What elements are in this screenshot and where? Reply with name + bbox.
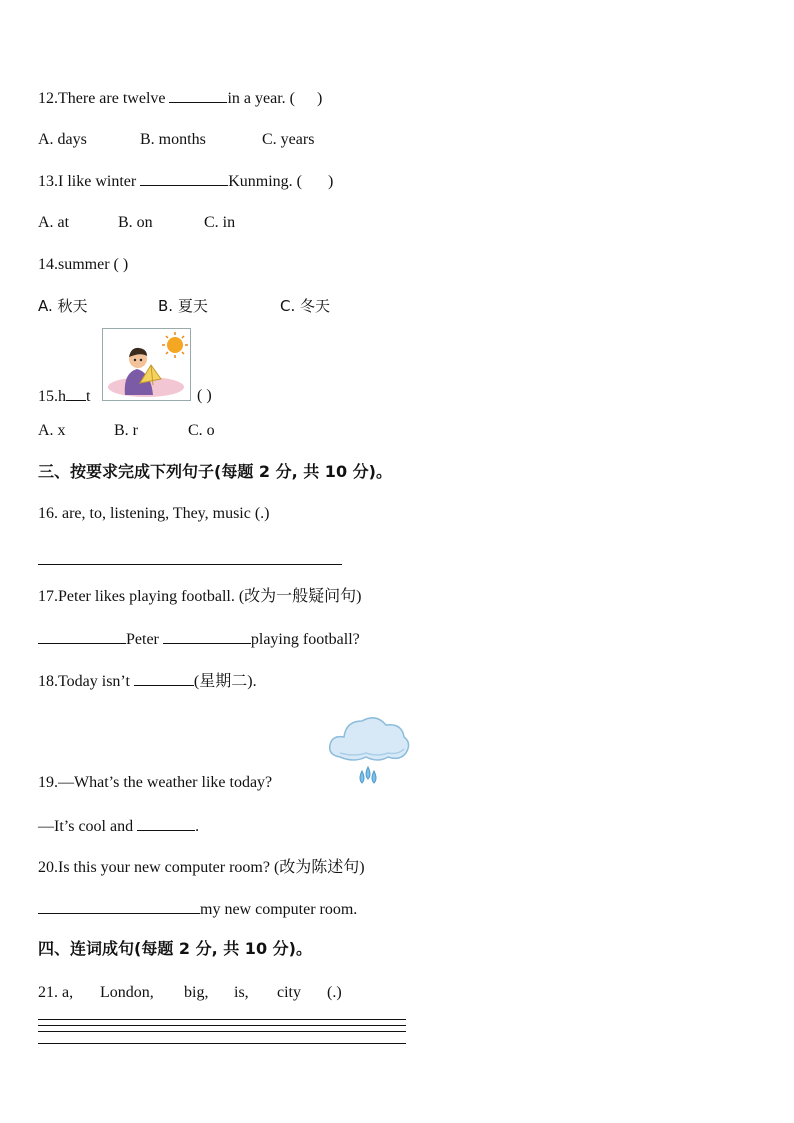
question-12-text-c: ) [317, 90, 323, 107]
question-16: 16. are, to, listening, They, music (.) [38, 505, 270, 522]
word: London, [100, 984, 154, 1001]
question-12-blank[interactable] [169, 88, 227, 103]
question-21-writing-line-1[interactable] [38, 1019, 406, 1020]
question-12-options [38, 130, 314, 150]
word: (.) [327, 984, 342, 1001]
question-14-text: 14.summer ( ) [38, 256, 129, 273]
question-12 [38, 88, 322, 109]
word: city [277, 984, 301, 1001]
question-21-writing-line-4[interactable] [38, 1043, 406, 1044]
question-14 [38, 255, 128, 275]
option-c[interactable]: C. 冬天 [280, 297, 331, 315]
question-13-text-c: ) [327, 173, 334, 190]
boy-fanning-in-sun-icon [103, 329, 190, 400]
question-18-text-b: (星期二). [193, 673, 257, 690]
boy-fanning-in-sun-picture [102, 328, 191, 401]
section-4-heading: 四、连词成句(每题 2 分, 共 10 分)。 [38, 939, 312, 958]
question-20-answer-text: my new computer room. [200, 901, 358, 918]
question-21 [38, 983, 342, 1003]
question-14-options [38, 296, 330, 316]
question-15-text-b: t [86, 388, 91, 405]
question-18-text-a: 18.Today isn’t [38, 673, 134, 690]
question-17-answer [38, 629, 360, 650]
question-19: 19.—What’s the weather like today? [38, 774, 273, 791]
question-15-blank[interactable] [66, 386, 86, 401]
question-20: 20.Is this your new computer room? (改为陈述句) [38, 859, 365, 876]
question-19-period: . [195, 818, 200, 835]
option-b[interactable]: B. months [140, 131, 206, 148]
section-3-heading: 三、按要求完成下列句子(每题 2 分, 共 10 分)。 [38, 462, 392, 481]
question-16-answer-line[interactable] [38, 564, 342, 565]
option-b[interactable]: B. r [114, 422, 138, 439]
question-15-paren[interactable]: ( ) [197, 387, 212, 404]
question-20-blank[interactable] [38, 899, 200, 914]
question-17-blank-2[interactable] [163, 629, 251, 644]
question-17: 17.Peter likes playing football. (改为一般疑问句) [38, 588, 362, 605]
question-18 [38, 671, 257, 692]
option-a[interactable]: A. 秋天 [38, 297, 88, 315]
option-a[interactable]: A. days [38, 131, 87, 148]
question-15 [38, 386, 90, 407]
question-12-text: 12.There are twelve [38, 90, 170, 107]
question-17-answer-text-b: playing football? [250, 631, 360, 648]
word: big, [184, 984, 209, 1001]
question-13-text-b: Kunming. ( [228, 173, 302, 190]
question-17-blank-1[interactable] [38, 629, 126, 644]
option-c[interactable]: C. in [204, 214, 236, 231]
option-b[interactable]: B. on [118, 214, 153, 231]
option-a[interactable]: A. x [38, 422, 66, 439]
question-13 [38, 171, 333, 192]
word: 21. a, [38, 984, 74, 1001]
question-15-text-a: 15.h [38, 388, 66, 405]
question-19-answer-text: —It’s cool and [38, 818, 138, 835]
question-18-blank[interactable] [134, 671, 194, 686]
question-12-text-b: in a year. ( [227, 90, 296, 107]
question-20-answer [38, 899, 357, 920]
option-c[interactable]: C. years [262, 131, 315, 148]
question-13-options [38, 213, 235, 233]
word: is, [234, 984, 249, 1001]
question-19-answer [38, 816, 199, 837]
question-17-answer-text-a: Peter [126, 631, 163, 648]
question-13-blank[interactable] [140, 171, 228, 186]
question-21-writing-line-2[interactable] [38, 1025, 406, 1026]
question-21-writing-line-3[interactable] [38, 1031, 406, 1032]
option-a[interactable]: A. at [38, 214, 70, 231]
question-13-text: 13.I like winter [38, 173, 141, 190]
option-b[interactable]: B. 夏天 [158, 297, 208, 315]
rain-cloud-icon [326, 707, 410, 791]
question-15-options [38, 421, 215, 441]
question-19-blank[interactable] [137, 816, 195, 831]
option-c[interactable]: C. o [188, 422, 215, 439]
rain-cloud-picture [326, 707, 410, 791]
